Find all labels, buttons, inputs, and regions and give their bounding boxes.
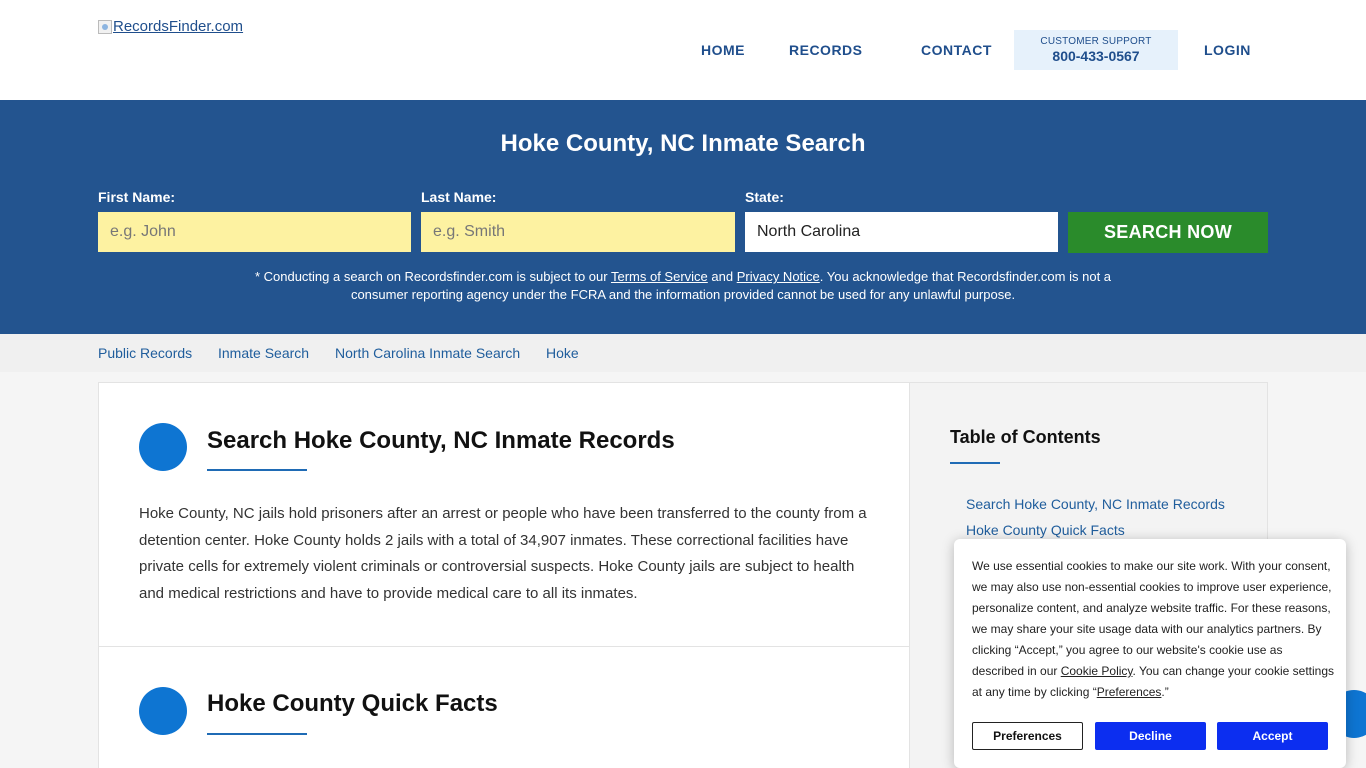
breadcrumb-inmate-search[interactable]: Inmate Search bbox=[218, 345, 310, 361]
state-input[interactable] bbox=[745, 212, 1058, 252]
search-now-button[interactable]: SEARCH NOW bbox=[1068, 212, 1268, 253]
cookie-text-start: We use essential cookies to make our site work. With your consent, we may also use non-essential cookies to improve user experience, personalize content, and analyze website traffic. For these reasons, we may share your site usage data with our analytics partners. By clicking “Accept,” you agree to our website's cookie use as described in our bbox=[972, 559, 1332, 678]
support-label: CUSTOMER SUPPORT bbox=[1040, 36, 1152, 47]
section-underline bbox=[207, 469, 307, 471]
section-title-quick-facts: Hoke County Quick Facts bbox=[207, 690, 498, 717]
search-banner bbox=[0, 100, 1366, 334]
first-name-label: First Name: bbox=[98, 189, 176, 205]
cookie-decline-button[interactable]: Decline bbox=[1095, 722, 1206, 750]
toc-underline bbox=[950, 462, 1000, 464]
cookie-consent-dialog bbox=[954, 539, 1346, 768]
section-title-search: Search Hoke County, NC Inmate Records bbox=[207, 427, 675, 454]
cookie-text-end: .” bbox=[1161, 685, 1169, 699]
cookie-preferences-button[interactable]: Preferences bbox=[972, 722, 1083, 750]
nav-login[interactable]: LOGIN bbox=[1204, 42, 1251, 58]
cookie-policy-link[interactable]: Cookie Policy bbox=[1060, 664, 1133, 678]
section-circle-icon bbox=[139, 423, 187, 471]
breadcrumb bbox=[0, 334, 1366, 372]
breadcrumb-public-records[interactable]: Public Records bbox=[98, 345, 193, 361]
section-divider bbox=[99, 646, 911, 647]
site-logo[interactable] bbox=[98, 18, 243, 35]
first-name-input[interactable] bbox=[98, 212, 411, 252]
last-name-input[interactable] bbox=[421, 212, 735, 252]
toc-item-search-records[interactable]: Search Hoke County, NC Inmate Records bbox=[966, 496, 1225, 512]
support-phone[interactable]: 800-433-0567 bbox=[1052, 48, 1140, 64]
section-underline bbox=[207, 733, 307, 735]
search-disclaimer bbox=[230, 268, 1136, 304]
disclaimer-and: and bbox=[707, 269, 737, 284]
cookie-accept-button[interactable]: Accept bbox=[1217, 722, 1328, 750]
customer-support-box[interactable] bbox=[1014, 30, 1178, 70]
privacy-notice-link[interactable]: Privacy Notice bbox=[736, 269, 820, 284]
breadcrumb-hoke[interactable]: Hoke bbox=[546, 345, 579, 361]
terms-of-service-link[interactable]: Terms of Service bbox=[610, 269, 708, 284]
page-title: Hoke County, NC Inmate Search bbox=[500, 130, 866, 157]
disclaimer-text-end: . You acknowledge that Recordsfinder.com is not a consumer reporting agency under the FCRA and the information provided cannot be used for any unlawful purpose. bbox=[350, 269, 1112, 302]
broken-image-icon bbox=[98, 20, 112, 34]
section-paragraph: Hoke County, NC jails hold prisoners after an arrest or people who have been transferred to the county from a detention center. Hoke County holds 2 jails with a total of 34,907 inmates. These correctional facilities have private cells for extremely violent criminals or controversial suspects. Hoke County jails are subject to health and medical restrictions and have to provide medical care to all its inmates. bbox=[139, 505, 867, 602]
disclaimer-text-start: * Conducting a search on Recordsfinder.com is subject to our bbox=[254, 269, 611, 284]
main-content bbox=[98, 382, 910, 768]
preferences-link[interactable]: Preferences bbox=[1096, 685, 1162, 699]
nav-home[interactable]: HOME bbox=[701, 42, 745, 58]
state-label: State: bbox=[745, 189, 784, 205]
last-name-label: Last Name: bbox=[421, 189, 497, 205]
nav-contact[interactable]: CONTACT bbox=[921, 42, 992, 58]
cookie-text-mid: . You can change your cookie settings at any time by clicking “ bbox=[972, 664, 1335, 699]
breadcrumb-nc-inmate-search[interactable]: North Carolina Inmate Search bbox=[335, 345, 521, 361]
nav-records[interactable]: RECORDS bbox=[789, 42, 863, 58]
cookie-text bbox=[972, 556, 1334, 703]
toc-title: Table of Contents bbox=[950, 427, 1101, 447]
logo-alt-text: RecordsFinder.com bbox=[113, 18, 244, 35]
section-circle-icon bbox=[139, 687, 187, 735]
toc-item-quick-facts[interactable]: Hoke County Quick Facts bbox=[966, 522, 1125, 538]
site-header bbox=[0, 0, 1366, 100]
